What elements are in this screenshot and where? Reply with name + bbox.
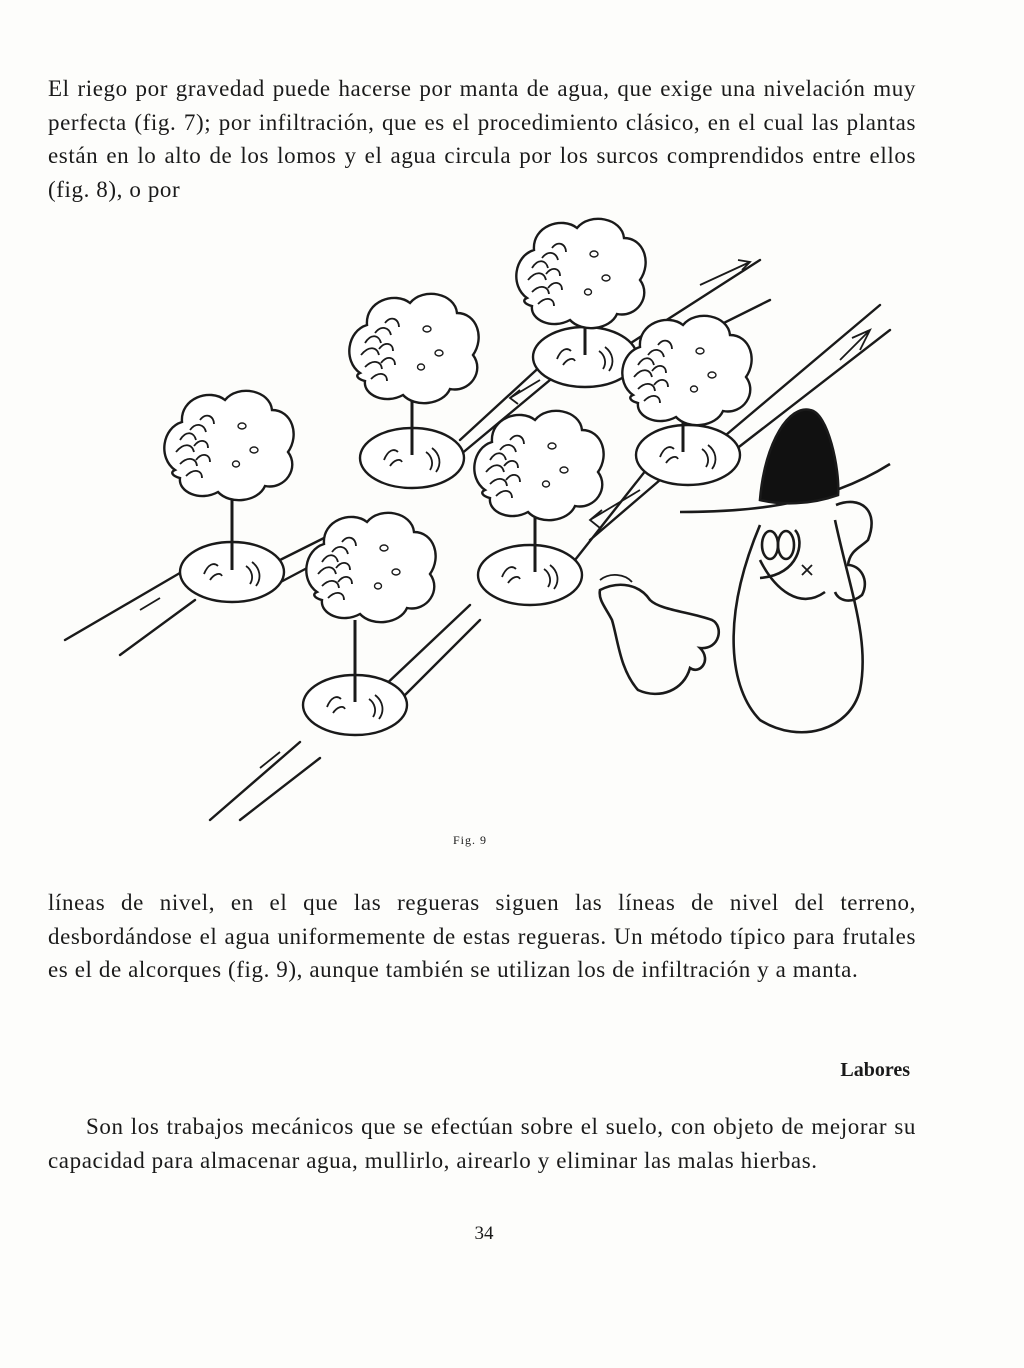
- contour-paragraph: líneas de nivel, en el que las regueras siguen las líneas de nivel del terreno, desbordándose el agua uniformemente de estas regueras. Un método típico para frutales es el de alcorques (fig. 9), aunque también se utilizan los de infiltración y a manta.: [48, 890, 916, 982]
- intro-paragraph: El riego por gravedad puede hacerse por manta de agua, que exige una nivelación muy perfecta (fig. 7); por infiltración, que es el procedimiento clásico, en el cual las plantas están en lo alto de los lomos y el agua circula por los surcos comprendidos entre ellos (fig. 8), o por: [48, 76, 916, 202]
- section-heading-labores: Labores: [840, 1059, 910, 1081]
- figure-caption: Fig. 9: [452, 833, 487, 847]
- labores-paragraph: Son los trabajos mecánicos que se efectúan sobre el suelo, con objeto de mejorar su capacidad para almacenar agua, mullirlo, airearlo y eliminar las malas hierbas.: [48, 1114, 916, 1173]
- page-number: 34: [474, 1223, 494, 1244]
